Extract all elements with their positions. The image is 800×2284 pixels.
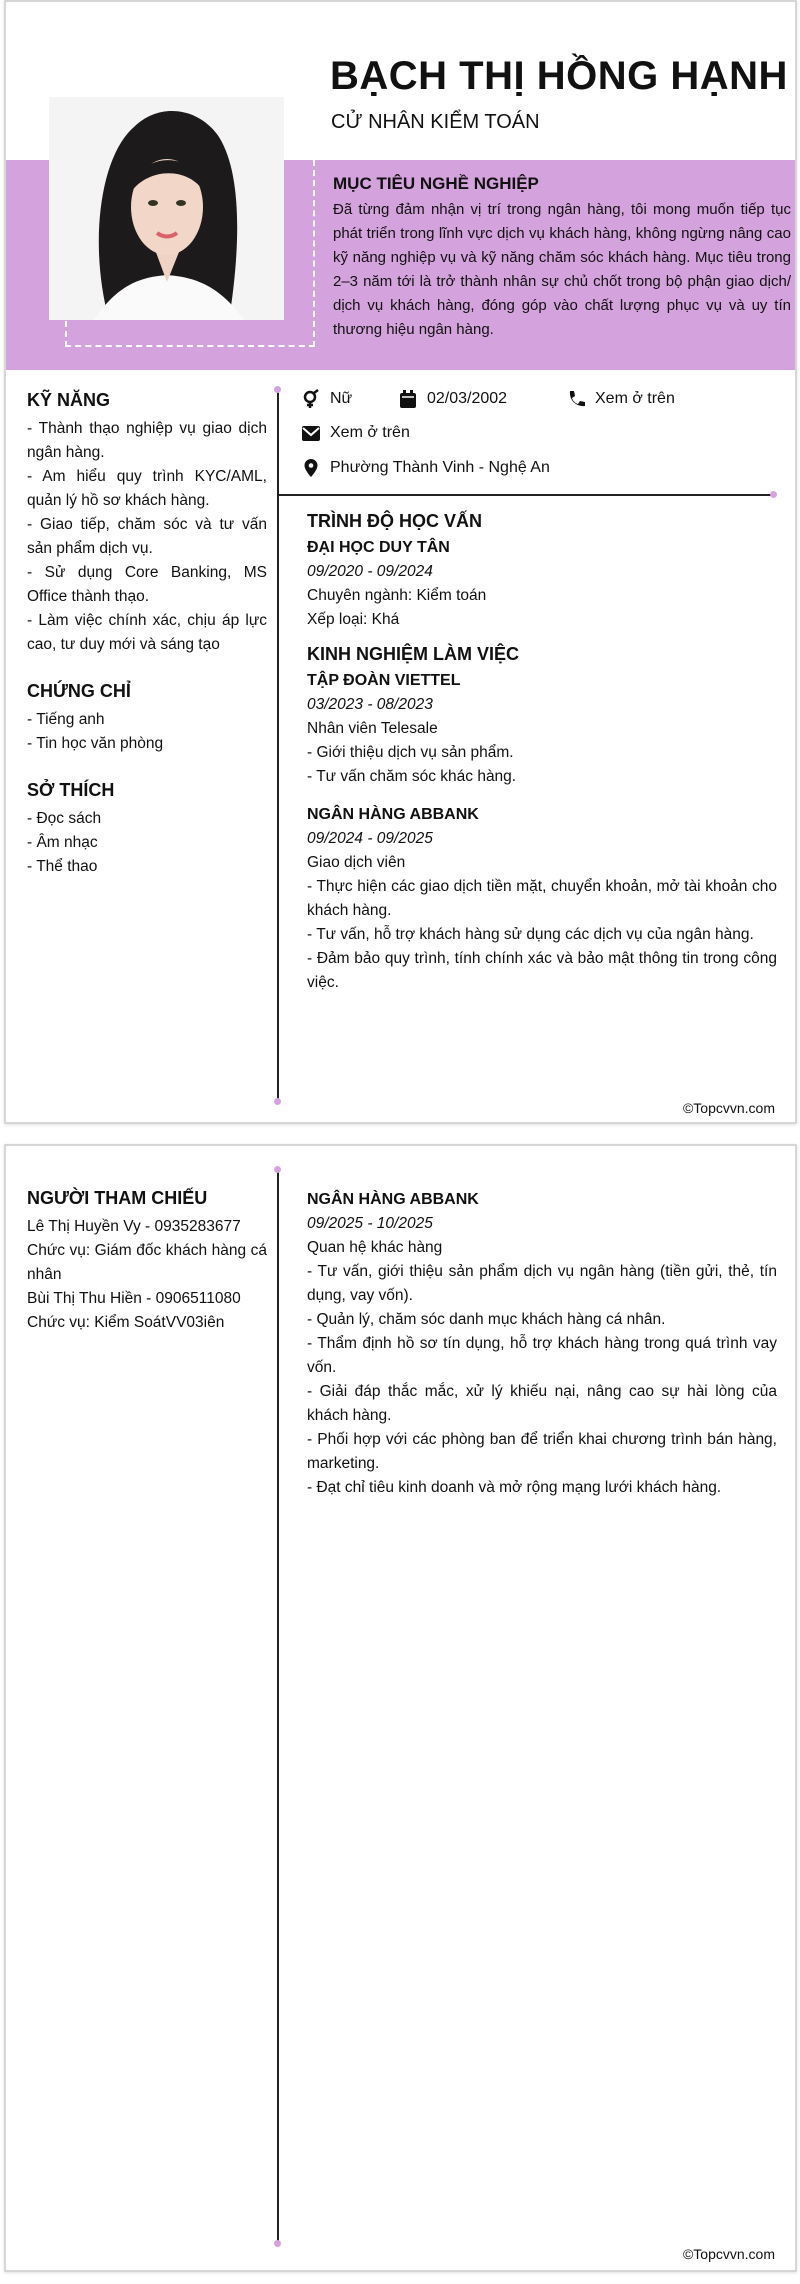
footer-watermark: ©Topcvvn.com <box>682 2246 775 2262</box>
column-divider <box>277 1170 279 2244</box>
reference-item: Chức vụ: Kiểm SoátVV03iên <box>27 1314 225 1331</box>
references-heading: NGƯỜI THAM CHIẾU <box>27 1188 208 1208</box>
reference-item: Chức vụ: Giám đốc khách hàng cá nhân <box>27 1242 267 1283</box>
divider-dot <box>274 1166 281 1173</box>
left-column <box>27 390 267 903</box>
divider-dot <box>274 2240 281 2247</box>
job-duty: - Đạt chỉ tiêu kinh doanh và mở rộng mạng lưới khách hàng. <box>307 1479 722 1496</box>
job-duty: - Đảm bảo quy trình, tính chính xác và bảo mật thông tin trong công việc. <box>307 950 777 991</box>
certificates-section <box>27 681 267 756</box>
email-icon <box>301 423 321 443</box>
references-section <box>27 1188 267 1335</box>
certificate-item: - Tiếng anh <box>27 711 105 728</box>
job-duty: - Giải đáp thắc mắc, xử lý khiếu nại, nâng cao sự hài lòng của khách hàng. <box>307 1383 777 1424</box>
job-company: NGÂN HÀNG ABBANK <box>307 806 479 823</box>
job-entry <box>307 1188 777 1500</box>
job-role: Quan hệ khác hàng <box>307 1239 443 1256</box>
job-duty: - Tư vấn, hỗ trợ khách hàng sử dụng các dịch vụ của ngân hàng. <box>307 926 754 943</box>
cv-page-1 <box>4 0 797 1124</box>
certificates-heading: CHỨNG CHỈ <box>27 681 131 701</box>
job-duty: - Tư vấn chăm sóc khác hàng. <box>307 768 517 785</box>
job-duty: - Thẩm định hồ sơ tín dụng, hỗ trợ khách hàng trong quá trình vay vốn. <box>307 1335 777 1376</box>
phone-icon <box>566 389 586 409</box>
skills-section <box>27 390 267 657</box>
candidate-name: BẠCH THỊ HỒNG HẠNH <box>330 54 788 98</box>
skill-item: - Làm việc chính xác, chịu áp lực cao, tư duy mới và sáng tạo <box>27 612 267 653</box>
skill-item: - Sử dụng Core Banking, MS Office thành thạo. <box>27 564 267 605</box>
contact-gender <box>301 389 352 409</box>
job-company: NGÂN HÀNG ABBANK <box>307 1191 479 1208</box>
job-dates: 03/2023 - 08/2023 <box>307 696 433 713</box>
job-dates: 09/2024 - 09/2025 <box>307 830 433 847</box>
column-divider <box>277 390 279 1102</box>
job-role: Giao dịch viên <box>307 854 406 871</box>
contact-email <box>301 423 410 443</box>
experience-section <box>307 644 777 995</box>
contact-divider <box>277 494 774 496</box>
email-value: Xem ở trên <box>330 424 410 441</box>
objective-text: Đã từng đảm nhận vị trí trong ngân hàng, tôi mong muốn tiếp tục phát triển trong lĩnh vực dịch vụ khách hàng, không ngừng nâng cao kỹ năng nghiệp vụ và kỹ năng chăm sóc khách hàng. Mục tiêu trong 2–3 năm tới là trở thành nhân sự chủ chốt trong bộ phận giao dịch/ dịch vụ khách hàng, đóng góp vào chất lượng phục vụ và uy tín thương hiệu ngân hàng. <box>333 201 791 338</box>
job-duty: - Quản lý, chăm sóc danh mục khách hàng cá nhân. <box>307 1311 666 1328</box>
certificate-item: - Tin học văn phòng <box>27 735 164 752</box>
contact-phone <box>566 389 675 409</box>
skills-heading: KỸ NĂNG <box>27 390 111 410</box>
hobby-item: - Thể thao <box>27 858 98 875</box>
skill-item: - Giao tiếp, chăm sóc và tư vấn sản phẩm dịch vụ. <box>27 516 267 557</box>
phone-value: Xem ở trên <box>595 390 675 407</box>
footer-watermark: ©Topcvvn.com <box>682 1100 775 1116</box>
contact-dob <box>398 389 507 409</box>
hobby-item: - Âm nhạc <box>27 834 98 851</box>
gender-value: Nữ <box>330 390 353 407</box>
hobbies-section <box>27 780 267 879</box>
objective-section <box>333 174 791 342</box>
divider-dot <box>274 386 281 393</box>
right-column <box>307 511 777 1009</box>
reference-item: Lê Thị Huyền Vy - 0935283677 <box>27 1218 241 1235</box>
job-duty: - Giới thiệu dịch vụ sản phẩm. <box>307 744 514 761</box>
candidate-title: CỬ NHÂN KIỂM TOÁN <box>331 111 540 133</box>
school-name: ĐẠI HỌC DUY TÂN <box>307 539 450 556</box>
gender-icon <box>301 389 321 409</box>
divider-dot <box>770 491 777 498</box>
location-pin-icon <box>301 458 321 478</box>
job-role: Nhân viên Telesale <box>307 720 438 737</box>
job-entry <box>307 669 777 789</box>
education-major: Chuyên ngành: Kiểm toán <box>307 587 487 604</box>
job-duty: - Thực hiện các giao dịch tiền mặt, chuyển khoản, mở tài khoản cho khách hàng. <box>307 878 777 919</box>
job-entry <box>307 803 777 995</box>
education-heading: TRÌNH ĐỘ HỌC VẤN <box>307 511 482 531</box>
cv-page-2 <box>4 1144 797 2272</box>
skill-item: - Thành thạo nghiệp vụ giao dịch ngân hàng. <box>27 420 267 461</box>
dob-value: 02/03/2002 <box>427 390 508 407</box>
calendar-icon <box>398 389 418 409</box>
reference-item: Bùi Thị Thu Hiền - 0906511080 <box>27 1290 241 1307</box>
job-dates: 09/2025 - 10/2025 <box>307 1215 433 1232</box>
experience-heading: KINH NGHIỆM LÀM VIỆC <box>307 644 520 664</box>
job-company: TẬP ĐOÀN VIETTEL <box>307 672 461 689</box>
address-value: Phường Thành Vinh - Nghệ An <box>330 459 550 476</box>
profile-photo <box>49 97 284 320</box>
education-section <box>307 511 777 632</box>
job-duty: - Tư vấn, giới thiệu sản phẩm dịch vụ ngân hàng (tiền gửi, thẻ, tín dụng, vay vốn). <box>307 1263 777 1304</box>
job-duty: - Phối hợp với các phòng ban để triển khai chương trình bán hàng, marketing. <box>307 1431 777 1472</box>
hobbies-heading: SỞ THÍCH <box>27 780 115 800</box>
skill-item: - Am hiểu quy trình KYC/AML, quản lý hồ sơ khách hàng. <box>27 468 267 509</box>
divider-dot <box>274 1098 281 1105</box>
hobby-item: - Đọc sách <box>27 810 102 827</box>
contact-address <box>301 458 550 478</box>
education-grade: Xếp loại: Khá <box>307 611 400 628</box>
objective-heading: MỤC TIÊU NGHỀ NGHIỆP <box>333 174 539 193</box>
education-dates: 09/2020 - 09/2024 <box>307 563 433 580</box>
